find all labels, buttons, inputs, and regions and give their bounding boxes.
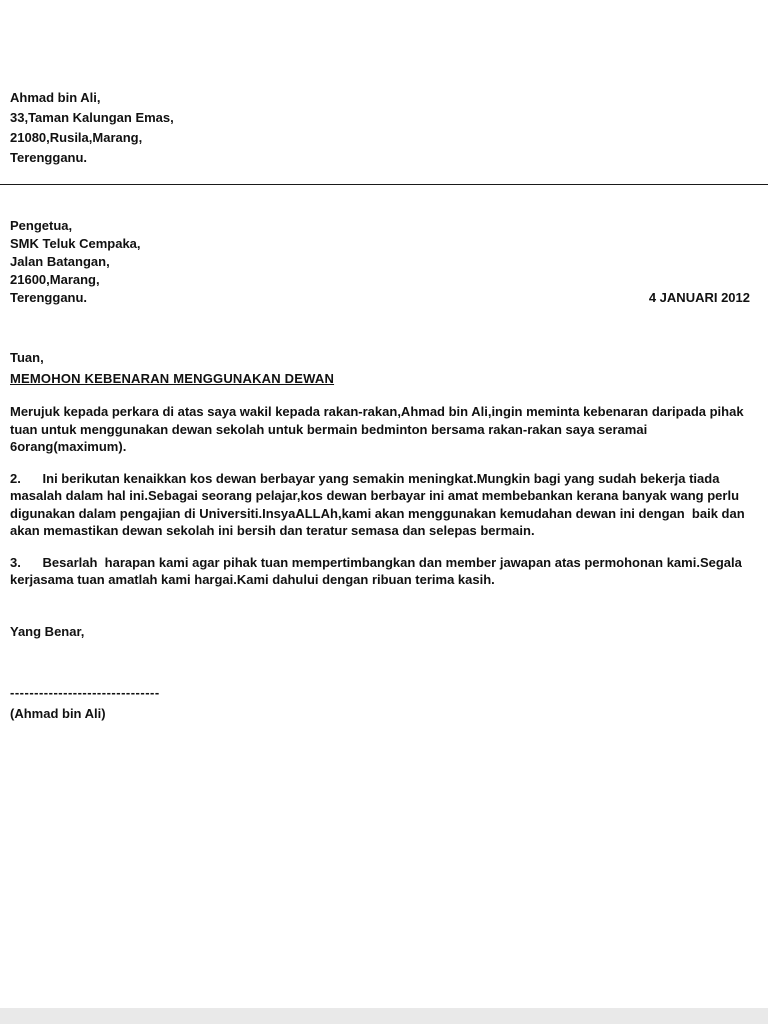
recipient-address xyxy=(10,217,141,307)
sender-address-line: 21080,Rusila,Marang, xyxy=(10,130,143,145)
recipient-address-line: 21600,Marang, xyxy=(10,272,100,287)
closing: Yang Benar, xyxy=(10,623,85,639)
paragraph-1: Merujuk kepada perkara di atas saya wakil kepada rakan-rakan,Ahmad bin Ali,ingin meminta kebenaran daripada pihak tuan untuk menggunakan dewan sekolah untuk bermain bedminton bersama rakan-rakan saya seramai 6orang(maximum). xyxy=(10,404,748,454)
sender-address-line: 33,Taman Kalungan Emas, xyxy=(10,110,174,125)
recipient-row xyxy=(10,217,756,307)
signature-line: ------------------------------- xyxy=(10,684,160,700)
salutation: Tuan, xyxy=(10,350,44,365)
divider-line xyxy=(0,184,768,185)
sender-address xyxy=(10,88,756,168)
letter-date: 4 JANUARI 2012 xyxy=(648,290,750,305)
sender-address-line: Terengganu. xyxy=(10,150,88,165)
recipient-address-line: Terengganu. xyxy=(10,290,88,305)
recipient-address-line: Jalan Batangan, xyxy=(10,254,110,269)
recipient-address-line: SMK Teluk Cempaka, xyxy=(10,236,141,251)
signature-name: (Ahmad bin Ali) xyxy=(10,705,106,721)
page-gap xyxy=(0,1008,768,1024)
paragraph-3: 3. Besarlah harapan kami agar pihak tuan mempertimbangkan dan member jawapan atas permohonan kami.Segala kerjasama tuan amatlah kami hargai.Kami dahului dengan ribuan terima kasih. xyxy=(10,554,746,587)
sender-address-line: Ahmad bin Ali, xyxy=(10,90,101,105)
recipient-address-line: Pengetua, xyxy=(10,218,73,233)
subject-line: MEMOHON KEBENARAN MENGGUNAKAN DEWAN xyxy=(10,371,335,386)
paragraph-2: 2. Ini berikutan kenaikkan kos dewan berbayar yang semakin meningkat.Mungkin bagi yang sudah bekerja tiada masalah dalam hal ini.Sebagai seorang pelajar,kos dewan berbayar ini amat membebankan kerana banyak wang perlu digunakan dalam pengajian di Universiti.InsyaALLAh,kami akan menggunakan kemudahan dewan ini dengan baik dan akan memastikan dewan sekolah ini bersih dan teratur semasa dan selepas bermain. xyxy=(10,470,749,538)
